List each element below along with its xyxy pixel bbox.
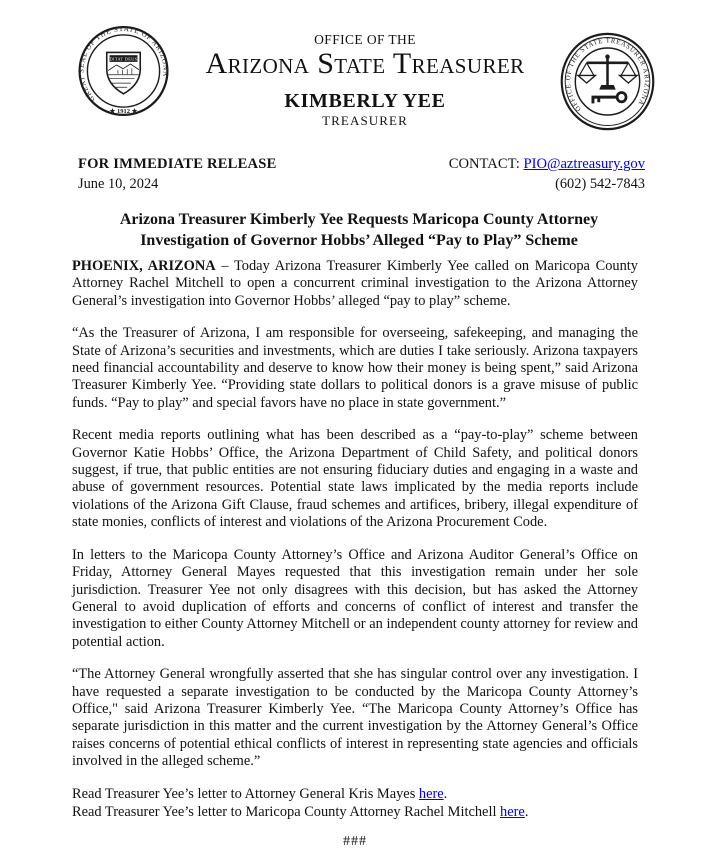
contact-email-link[interactable]: PIO@aztreasury.gov (523, 156, 645, 172)
release-label: FOR IMMEDIATE RELEASE (78, 156, 277, 172)
body-paragraph (72, 325, 638, 412)
release-left (78, 156, 277, 193)
letter-link-suffix: . (443, 785, 448, 802)
letter-link-suffix: . (524, 803, 529, 820)
contact-phone: (602) 542-7843 (555, 176, 645, 192)
letter-link-line (72, 804, 638, 821)
release-info (78, 156, 645, 193)
letter-link-text: Read Treasurer Yee’s letter to Attorney General Kris Mayes (72, 785, 419, 802)
paragraph-text: Recent media reports outlining what has been described as a “pay-to-play” scheme between Governor Katie Hobbs’ Office, the Arizona Department of Child Safety, and political donors suggest, if true, that public entities are not ensuring fiduciary duties and engaging in a waste and abuse of government resources. Potential state laws implicated by the media reports include violations of the Arizona Gift Clause, fraud schemes and artifices, bribery, illegal expenditure of state monies, conflicts of interest and violations of the Arizona Procurement Code. (72, 427, 638, 531)
headline-line-1: Arizona Treasurer Kimberly Yee Requests Maricopa County Attorney (119, 211, 599, 228)
paragraph-text: In letters to the Maricopa County Attorney’s Office and Arizona Auditor General’s Office on Friday, Attorney General Mayes requested that this investigation remain under her sole jurisdiction. Treasurer Yee not only disagrees with this decision, but has asked the Attorney General to avoid duplication of efforts and concerns of conflict of interest and transfer the investigation to either County Attorney Mitchell or an independent county attorney for review and potential action. (72, 546, 638, 650)
treasurer-name: KIMBERLY YEE (284, 90, 446, 112)
right-seal-ring-text: OFFICE OF THE STATE TREASURER ARIZONA (565, 37, 650, 113)
body-paragraph (72, 547, 638, 651)
letter-link-text: Read Treasurer Yee’s letter to Maricopa County Attorney Rachel Mitchell (72, 803, 501, 820)
release-date: June 10, 2024 (78, 176, 159, 192)
release-right (449, 156, 645, 193)
headline (60, 210, 658, 251)
left-seal-year: ★ 1912 ★ (109, 107, 138, 115)
left-seal-motto: DITAT DEUS (109, 56, 138, 62)
office-line: OFFICE OF THE (314, 32, 416, 47)
paragraph-text: “The Attorney General wrongfully asserted that she has singular control over any investigation. I have requested a separate investigation to be conducted by the Maricopa County Attorney’s Office," said Arizona Treasurer Kimberly Yee. “The Maricopa County Attorney’s Office has separate jurisdiction in this matter and the current investigation by the Attorney General’s Office raises concerns of potential ethical conflicts of interest in representing state agencies and officials involved in the alleged scheme.” (72, 666, 638, 770)
treasurer-office-seal-icon (559, 31, 656, 132)
paragraph-text: – Today Arizona Treasurer Kimberly Yee called on Maricopa County Attorney Rachel Mitchell to open a concurrent criminal investigation to the Arizona Attorney General’s investigation into Governor Hobbs’ alleged “pay to play” scheme. (72, 258, 638, 309)
body-paragraph (72, 666, 638, 770)
article-body (72, 258, 638, 851)
end-mark: ### (343, 834, 367, 850)
org-name: Arizona State Treasurer (205, 47, 525, 80)
mitchell-letter-link[interactable]: here (500, 803, 525, 820)
letter-links (72, 786, 638, 822)
paragraph-text: “As the Treasurer of Arizona, I am responsible for overseeing, safekeeping, and managing the State of Arizona’s securities and investments, which are duties I take seriously. Arizona taxpayers need financial accountability and deserve to know how their money is being spent,” said Arizona Treasurer Kimberly Yee. “Providing state dollars to political donors is a grave misuse of public funds. “Pay to play” and special favors have no place in state government.” (72, 325, 638, 411)
paragraph-lead: PHOENIX, ARIZONA (72, 258, 216, 274)
contact-line (449, 156, 645, 173)
treasurer-title: TREASURER (322, 113, 408, 128)
letter-link-line (72, 786, 638, 803)
body-paragraph (72, 258, 638, 310)
mayes-letter-link[interactable]: here (418, 785, 444, 802)
headline-line-2: Investigation of Governor Hobbs’ Alleged “Pay to Play” Scheme (140, 231, 578, 249)
left-seal-ring-text: GREAT SEAL OF THE STATE OF ARIZONA (77, 24, 170, 104)
contact-label: CONTACT: (448, 156, 524, 172)
body-paragraph (72, 427, 638, 531)
